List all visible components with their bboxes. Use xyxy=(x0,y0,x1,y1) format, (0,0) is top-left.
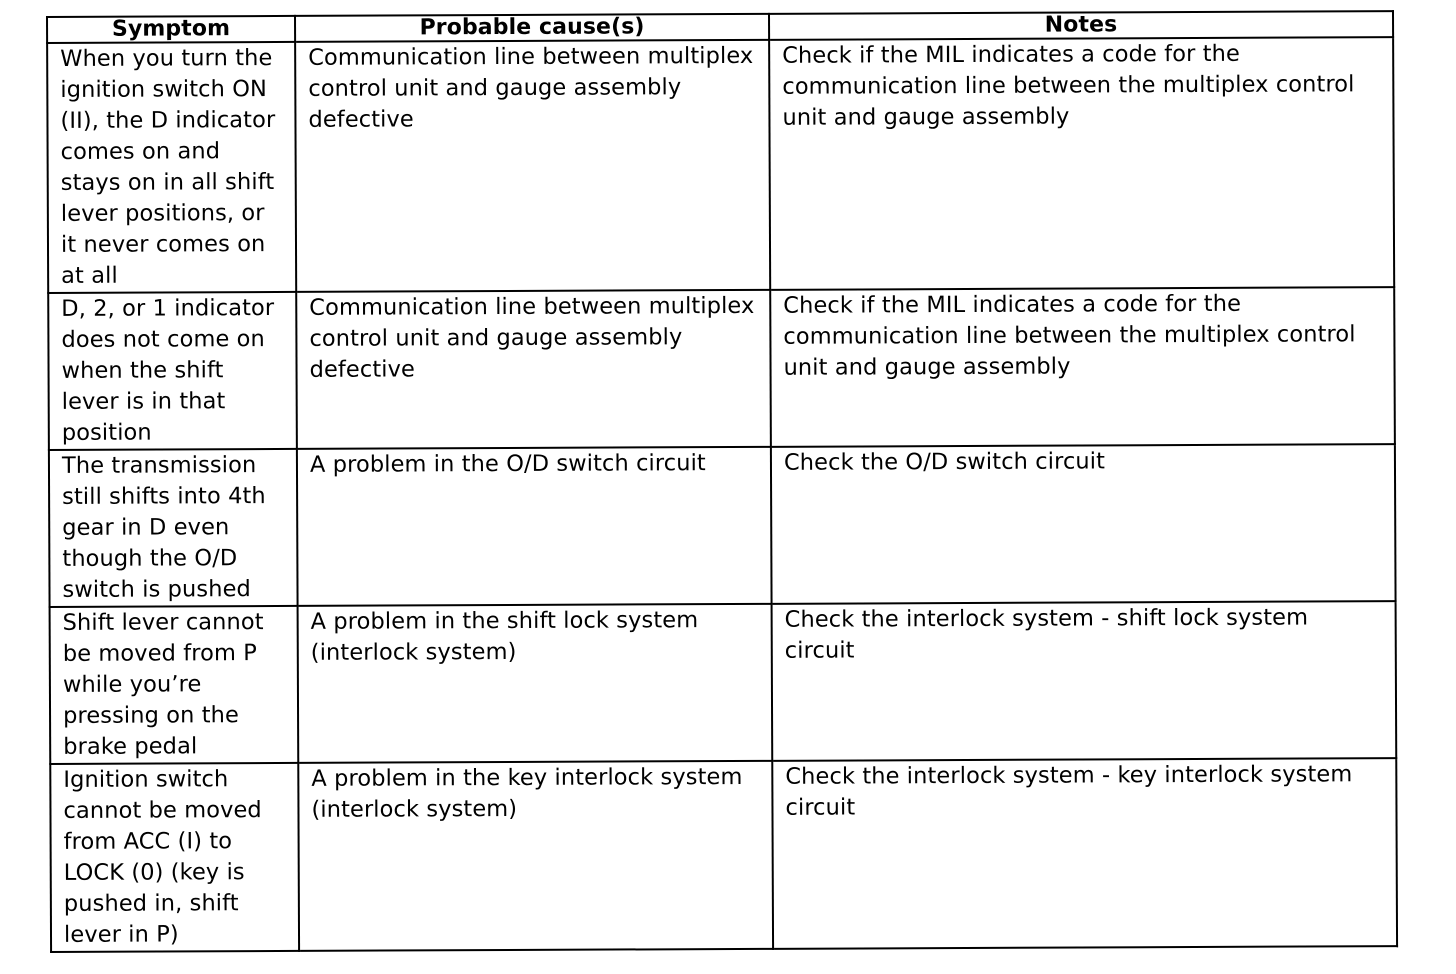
notes-cell: Check the interlock system - key interlock system circuit xyxy=(772,758,1397,949)
symptom-cell: When you turn the ignition switch ON (II), the D indicator comes on and stays on in all shift lever positions, or it never comes on at all xyxy=(47,42,296,293)
troubleshooting-table xyxy=(46,10,1398,953)
cause-cell: Communication line between multiplex control unit and gauge assembly defective xyxy=(296,290,771,449)
table-row xyxy=(48,287,1395,450)
header-probable-cause: Probable cause(s) xyxy=(295,14,769,42)
notes-cell: Check if the MIL indicates a code for the communication line between the multiplex control unit and gauge assembly xyxy=(770,287,1395,447)
table-row xyxy=(47,37,1394,293)
table-row xyxy=(50,758,1397,952)
notes-cell: Check the interlock system - shift lock system circuit xyxy=(772,601,1397,761)
notes-cell: Check if the MIL indicates a code for the communication line between the multiplex control unit and gauge assembly xyxy=(769,37,1394,290)
cause-cell: A problem in the key interlock system (interlock system) xyxy=(298,761,773,951)
table-row xyxy=(50,601,1397,764)
cause-cell: Communication line between multiplex control unit and gauge assembly defective xyxy=(295,40,770,292)
header-symptom: Symptom xyxy=(47,16,295,43)
cause-cell: A problem in the O/D switch circuit xyxy=(297,447,772,606)
notes-cell: Check the O/D switch circuit xyxy=(771,444,1396,604)
table-row xyxy=(49,444,1396,607)
symptom-cell: D, 2, or 1 indicator does not come on when the shift lever is in that position xyxy=(48,292,297,450)
symptom-cell: The transmission still shifts into 4th gear in D even though the O/D switch is pushed xyxy=(49,449,298,607)
header-notes: Notes xyxy=(769,11,1393,40)
cause-cell: A problem in the shift lock system (interlock system) xyxy=(298,604,773,763)
symptom-cell: Shift lever cannot be moved from P while you’re pressing on the brake pedal xyxy=(50,606,299,764)
troubleshooting-table-container xyxy=(46,10,1396,953)
symptom-cell: Ignition switch cannot be moved from ACC (I) to LOCK (0) (key is pushed in, shift lever in P) xyxy=(50,763,299,952)
